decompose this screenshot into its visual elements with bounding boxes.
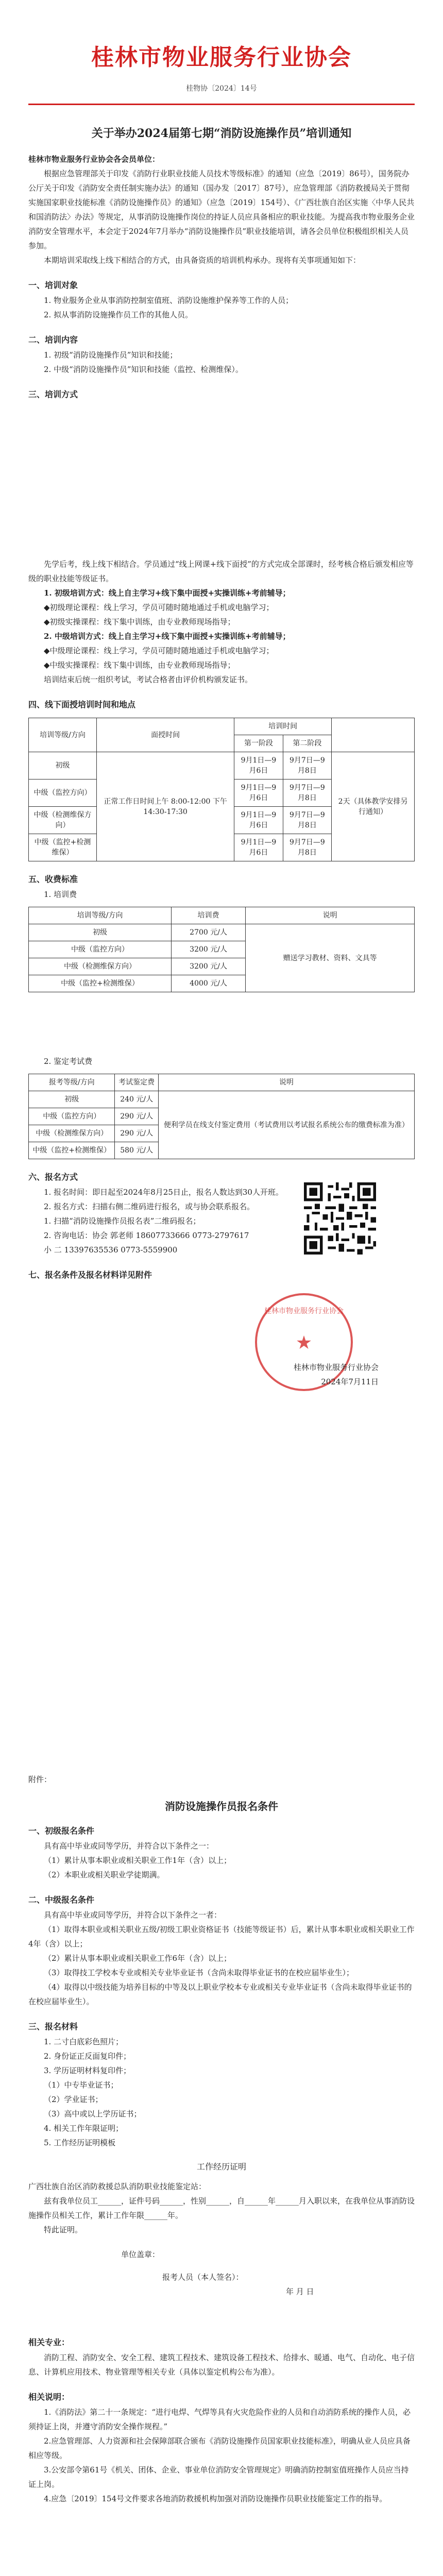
table-row (29, 752, 415, 779)
table-cell: 中级（监控+检测维保） (29, 975, 172, 992)
fee-table (28, 907, 415, 992)
content-item: 2. 中级“消防设施操作员”知识和技能（监控、检测维保）。 (44, 365, 243, 374)
table-cell: 2天（具体教学安排另行通知） (332, 752, 415, 861)
doc-number: 桂物协〔2024〕14号 (186, 84, 257, 93)
intro-paragraph-2: 本期培训采取线上线下相结合的方式，由具备资质的培训机构承办。现将有关事项通知如下： (44, 256, 361, 265)
method-item: ◆初级理论课程：线上学习，学员可随时随地通过手机或电脑学习； (44, 603, 274, 612)
attachment-line: 4. 相关工作年限证明； (44, 2124, 124, 2133)
attachment-line: 3. 学历证明材料复印件； (44, 2066, 131, 2075)
note-item: 3.公安部令第61号《机关、团体、企业、事业单位消防安全管理规定》明确消防控制室值班操作人员应当持证上岗。 (28, 2465, 409, 2489)
table-cell: 290 元/人 (115, 1125, 158, 1142)
seal-star-icon: ★ (295, 1332, 313, 1353)
col-header: 培训费 (171, 907, 245, 924)
attachment-line: （1）取得本职业或相关职业五级/初级工职业资格证书（技能等级证书）后，累计从事本职业或相关职业工作4年（含）以上； (28, 1925, 415, 1948)
table-cell: 3200 元/人 (171, 941, 245, 958)
attachment-line: 5. 工作经历证明模板 (44, 2138, 116, 2147)
section-fee-title: 五、收费标准 (28, 874, 78, 884)
attachment-line: （2）本职业或相关职业学徒期满。 (44, 1870, 165, 1879)
signup-item: 1. 报名时间：即日起至2024年8月25日止，报名人数达到30人开班。 (44, 1188, 283, 1197)
signature-org: 桂林市物业服务行业协会 (293, 1363, 379, 1372)
col-header: 说明 (158, 1074, 414, 1091)
table-row (29, 1091, 415, 1108)
col-header-group: 培训时间 (234, 718, 332, 735)
table-cell: 240 元/人 (115, 1091, 158, 1108)
salutation: 桂林市物业服务行业协会各会员单位： (28, 155, 160, 164)
exam-fee-table (28, 1074, 415, 1159)
attachment-line: 具有高中毕业或同等学历，并符合以下条件之一者： (44, 1910, 222, 1920)
attachment-line: 1. 二寸白底彩色照片； (44, 2037, 124, 2046)
attachment-section-heading: 一、初级报名条件 (28, 1826, 95, 1836)
work-proof-line: 兹有我单位员工______，证件号码______，性别______，自______年______月入职以来，在我单位从事消防设施操作员相关工作，累计工作年限______年。 (28, 2196, 415, 2220)
spacer (28, 2237, 415, 2247)
col-header: 考试鉴定费 (115, 1074, 158, 1091)
intro-paragraph-1: 根据应急管理部关于印发《消防行业职业技能人员技术等级标准》的通知（应急〔2019〕86号），国务院办公厅关于印发《消防安全责任制实施办法》的通知（国办发〔2017〕87号），应急管理部《消防救援局关于贯彻实施国家职业技能标准《消防设施操作员》的通知》（应急〔2019〕154号）、《广西壮族自治区实施〈中华人民共和国消防法〉办法》等规定，从事消防设施操作岗位的持证人员应具备相应的职业技能。为提高我市物业服务企业消防安全管理水平，本会定于2024年7月举办“消防设施操作员”职业技能培训，请各会员单位积极组织相关人员参加。 (28, 169, 415, 250)
table-cell: 580 元/人 (115, 1142, 158, 1159)
qr-code-image[interactable] (301, 1180, 379, 1257)
work-proof-sign-label: 报考人员（本人签名）： (162, 2273, 244, 2282)
attachment-line: （1）累计从事本职业或相关职业工作1年（含）以上； (44, 1856, 232, 1865)
work-proof-title: 工作经历证明 (196, 2162, 246, 2172)
table-cell: 正常工作日时间上午 8:00-12:00 下午 14:30-17:30 (97, 752, 234, 861)
method-item: ◆中级实操课程：线下集中训练，由专业教师现场指导； (44, 660, 235, 670)
related-major-title: 相关专业： (28, 2337, 70, 2347)
table-cell: 中级（监控方向） (29, 941, 172, 958)
seal-text: 桂林市物业服务行业协会 (264, 1307, 344, 1315)
work-proof-date: 年 月 日 (286, 2287, 314, 2296)
signup-block (28, 1185, 415, 1257)
table-cell: 中级（监控方向） (29, 779, 97, 807)
col-header: 培训等级/方向 (29, 907, 172, 924)
table-cell: 中级（监控+检测维保） (29, 834, 97, 861)
spacer (28, 402, 415, 557)
section-method-title: 三、培训方式 (28, 389, 78, 399)
qr-code-icon (301, 1180, 379, 1257)
method-paragraph: 先学后考，线上线下相结合。学员通过“线上网课+线下面授”的方式完成全部课时，经考核合格后颁发相应等级的职业技能等级证书。 (28, 560, 414, 583)
content-item: 1. 初级“消防设施操作员”知识和技能； (44, 350, 178, 360)
table-cell: 290 元/人 (115, 1108, 158, 1125)
related-major-paragraph: 消防工程、消防安全、安全工程、建筑工程技术、建筑设备工程技术、给排水、暖通、电气、自动化、电子信息、计算机应用技术、物业管理等相关专业（具体以鉴定机构公布为准）。 (28, 2353, 415, 2377)
table-cell: 初级 (29, 1091, 115, 1108)
table-row (29, 924, 415, 941)
section-content-title: 二、培训内容 (28, 335, 78, 345)
method-item: 1. 初级培训方式：线上自主学习+线下集中面授+实操训练+考前辅导； (44, 588, 291, 598)
col-header: 第二阶段 (283, 735, 331, 752)
attachment-line: （3）取得技工学校本专业或相关专业毕业证书（含尚未取得毕业证书的在校应届毕业生）； (44, 1968, 354, 1977)
work-proof-line: 广西壮族自治区消防救援总队消防职业技能鉴定站： (28, 2182, 207, 2191)
attachment-line: 具有高中毕业或同等学历，并符合以下条件之一： (44, 1841, 214, 1851)
method-item: 2. 中级培训方式：线上自主学习+线下集中面授+实操训练+考前辅导； (44, 632, 291, 641)
col-header: 第一阶段 (234, 735, 283, 752)
table-cell: 中级（检测维保方向） (29, 1125, 115, 1142)
table-cell: 赠送学习教材、资料、文具等 (246, 924, 415, 992)
table-cell: 9月1日—9月6日 (234, 834, 283, 861)
attachment-line: （3）高中或以上学历证书； (44, 2109, 142, 2119)
table-cell: 9月1日—9月6日 (234, 752, 283, 779)
method-item: ◆中级理论课程：线上学习，学员可随时随地通过手机或电脑学习； (44, 646, 274, 655)
section-signup-title: 六、报名方式 (28, 1172, 78, 1182)
signature-date: 2024年7月11日 (321, 1377, 379, 1386)
signup-item: 2. 报名方式：扫描右侧二维码进行报名，或与协会联系报名。 (44, 1202, 255, 1211)
attachment-line: （4）取得以中级技能为培养目标的中等及以上职业学校本专业或相关专业毕业证书（含尚未取得毕业证书的在校应届毕业生）。 (28, 1982, 412, 2006)
signup-item: 2. 咨询电话：协会 郭老师 18607733666 0773-2797617 (44, 1231, 249, 1240)
work-proof-line: 特此证明。 (44, 2225, 83, 2234)
signature-text (294, 1360, 379, 1389)
note-item: 2.应急管理部、人力资源和社会保障部联合颁布《消防设施操作员国家职业技能标准》，明确从业人员应具备相应等级。 (28, 2436, 411, 2460)
method-item: ◆初级实操课程：线下集中训练，由专业教师现场指导； (44, 617, 235, 626)
table-cell: 中级（监控+检测维保） (29, 1142, 115, 1159)
table-cell: 9月1日—9月6日 (234, 779, 283, 807)
section-schedule-title: 四、线下面授培训时间和地点 (28, 700, 136, 709)
table-cell: 9月7日—9月8日 (283, 834, 331, 861)
schedule-table (28, 718, 415, 861)
attachment-line: 2. 身份证正反面复印件； (44, 2052, 131, 2061)
target-item: 2. 拟从事消防设施操作员工作的其他人员。 (44, 310, 193, 319)
table-cell: 初级 (29, 752, 97, 779)
table-cell: 3200 元/人 (171, 958, 245, 975)
table-cell: 9月7日—9月8日 (283, 779, 331, 807)
attachment-reference: 七、报名条件及报名材料详见附件 (28, 1270, 152, 1280)
signature-block (28, 1293, 415, 1412)
table-cell: 2700 元/人 (171, 924, 245, 941)
red-divider (28, 104, 415, 105)
attachment-section-heading: 二、中级报名条件 (28, 1895, 95, 1905)
table-cell: 9月7日—9月8日 (283, 752, 331, 779)
org-title: 桂林市物业服务行业协会 (91, 44, 352, 71)
signup-text (28, 1185, 317, 1257)
note-item: 4.应急〔2019〕154号文件要求各地消防救援机构加强对消防设施操作员职业技能鉴定工作的指导。 (44, 2494, 387, 2503)
note-item: 1.《消防法》第二十一条规定：“进行电焊、气焊等具有火灾危险作业的人员和自动消防系统的操作人员，必须持证上岗，并遵守消防安全操作规程。” (28, 2408, 411, 2431)
spacer (28, 1412, 415, 1731)
method-note: 培训结束后统一组织考试，考试合格者由评价机构颁发证书。 (44, 675, 253, 684)
attachment-title: 消防设施操作员报名条件 (165, 1800, 278, 1812)
table-cell: 初级 (29, 924, 172, 941)
notice-title: 关于举办2024届第七期“消防设施操作员”培训通知 (91, 127, 352, 140)
work-proof-stamp-label: 单位盖章： (121, 2250, 160, 2259)
table-cell: 便利学员在线支付鉴定费用（考试费用以考试报名系统公布的缴费标准为准） (158, 1091, 414, 1159)
col-header: 报考等级/方向 (29, 1074, 115, 1091)
table-cell: 中级（监控方向） (29, 1108, 115, 1125)
table-cell: 9月1日—9月6日 (234, 807, 283, 834)
spacer (28, 992, 415, 1054)
table-cell: 中级（检测维保方向） (29, 958, 172, 975)
table-cell: 中级（检测维保方向） (29, 807, 97, 834)
col-header: 培训等级/方向 (29, 718, 97, 752)
exam-subtitle: 2. 鉴定考试费 (44, 1057, 93, 1066)
signup-item: 小 二 13397635536 0773-5559900 (44, 1245, 178, 1255)
col-header: 面授时间 (97, 718, 234, 752)
attachment-line: （2）学业证书； (44, 2095, 103, 2104)
attachment-section-heading: 三、报名材料 (28, 2022, 78, 2031)
attachment-label: 附件： (28, 1775, 52, 1784)
table-cell: 4000 元/人 (171, 975, 245, 992)
fee-subtitle: 1. 培训费 (44, 890, 77, 899)
attachment-line: （2）累计从事本职业或相关职业工作6年（含）以上； (44, 1954, 232, 1963)
spacer (28, 2262, 415, 2270)
section-target-title: 一、培训对象 (28, 280, 78, 290)
spacer (28, 2299, 415, 2325)
target-item: 1. 物业服务企业从事消防控制室值班、消防设施维护保养等工作的人员； (44, 296, 294, 305)
attachment-line: （1）中专毕业证书； (44, 2080, 118, 2090)
col-header-extra (332, 718, 415, 752)
table-cell: 9月7日—9月8日 (283, 807, 331, 834)
signup-item: 1. 扫描“消防设施操作员报名表”二维码报名； (44, 1216, 201, 1226)
notes-title: 相关说明： (28, 2392, 70, 2402)
col-header: 说明 (246, 907, 415, 924)
